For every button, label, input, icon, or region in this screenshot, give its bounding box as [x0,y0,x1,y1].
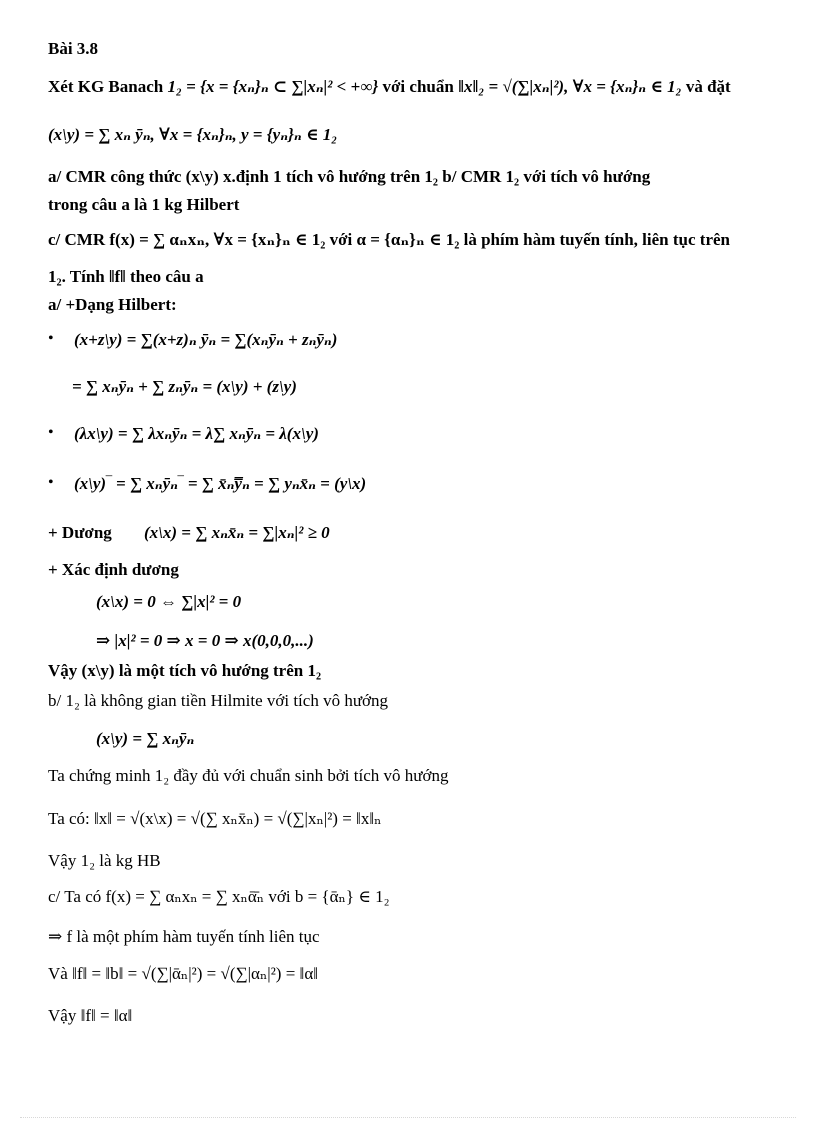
solution-c-claim: ⇒ f là một phím hàm tuyến tính liên tục [48,927,320,946]
bullet-1: • [48,330,54,347]
additivity-step-2: = ∑ xₙȳₙ + ∑ zₙȳₙ = (x\y) + (z\y) [72,377,297,396]
problem-part-a-b: a/ CMR công thức (x\y) x.định 1 tích vô hướng trên 1₂ b/ CMR 1₂ với tích vô hướng [48,167,651,186]
exercise-title: Bài 3.8 [48,39,99,58]
norm-definition: ‖x‖₂ = √(∑|xₙ|²), ∀x = {xₙ}ₙ ∈ 1₂ [458,77,682,96]
positivity-label: + Dương [48,523,112,542]
definiteness-label: + Xác định dương [48,560,179,579]
problem-statement-line-1: Xét KG Banach 1₂ = {x = {xₙ}ₙ ⊂ ∑|xₙ|² < +∞} với chuẩn ‖x‖₂ = √(∑|xₙ|²), ∀x = {xₙ}ₙ ∈ 1₂ và đặt [48,77,731,96]
solution-b-norm: Ta có: ‖x‖ = √(x\x) = √(∑ xₙx̄ₙ) = √(∑|xₙ|²) = ‖x‖ₙ [48,809,382,828]
definiteness-step-2: ⇒ |x|² = 0 ⇒ x = 0 ⇒ x(0,0,0,...) [96,631,314,650]
bullet-2: • [48,424,54,441]
page-bottom-divider [20,1117,796,1118]
solution-b-inner-product: (x\y) = ∑ xₙȳₙ [96,729,195,748]
conclusion-c: Vậy ‖f‖ = ‖α‖ [48,1006,133,1025]
positivity: (x\x) = ∑ xₙx̄ₙ = ∑|xₙ|² ≥ 0 [144,523,330,542]
solution-b-claim: Ta chứng minh 1₂ đầy đủ với chuẩn sinh bởi tích vô hướng [48,766,449,785]
solution-c-norm: Và ‖f‖ = ‖b‖ = √(∑|ᾱₙ|²) = √(∑|αₙ|²) = ‖α‖ [48,964,318,983]
solution-c-formula: c/ Ta có f(x) = ∑ αₙxₙ = ∑ xₙᾱ̄ₙ với b = {ᾱₙ} ∈ 1₂ [48,887,390,906]
problem-part-b-cont: trong câu a là 1 kg Hilbert [48,195,240,214]
conclusion-b: Vậy 1₂ là kg HB [48,851,161,870]
definiteness-step-1: (x\x) = 0 ⇔ ∑|x|² = 0 [96,592,242,611]
bullet-3: • [48,474,54,491]
homogeneity: (λx\y) = ∑ λxₙȳₙ = λ∑ xₙȳₙ = λ(x\y) [74,424,319,443]
conclusion-a: Vậy (x\y) là một tích vô hướng trên 1₂ [48,661,322,680]
inner-product-definition: (x\y) = ∑ xₙ ȳₙ, ∀x = {xₙ}ₙ, y = {yₙ}ₙ ∈ 1₂ [48,125,338,144]
problem-part-c-cont: 1₂. Tính ‖f‖ theo câu a [48,267,204,286]
solution-b-intro: b/ 1₂ là không gian tiền Hilmite với tích vô hướng [48,691,389,710]
conjugate-symmetry: (x\y)‾ = ∑ xₙȳₙ‾ = ∑ x̄ₙy̿ₙ = ∑ yₙx̄ₙ = (y\x) [74,474,367,493]
l2-set-definition: 1₂ = {x = {xₙ}ₙ ⊂ ∑|xₙ|² < +∞} [167,77,379,96]
problem-part-c: c/ CMR f(x) = ∑ αₙxₙ, ∀x = {xₙ}ₙ ∈ 1₂ với α = {αₙ}ₙ ∈ 1₂ là phím hàm tuyến tính, liên tục trên [48,230,730,249]
solution-a-heading: a/ +Dạng Hilbert: [48,295,177,314]
additivity-step-1: (x+z\y) = ∑(x+z)ₙ ȳₙ = ∑(xₙȳₙ + zₙȳₙ) [74,330,338,349]
